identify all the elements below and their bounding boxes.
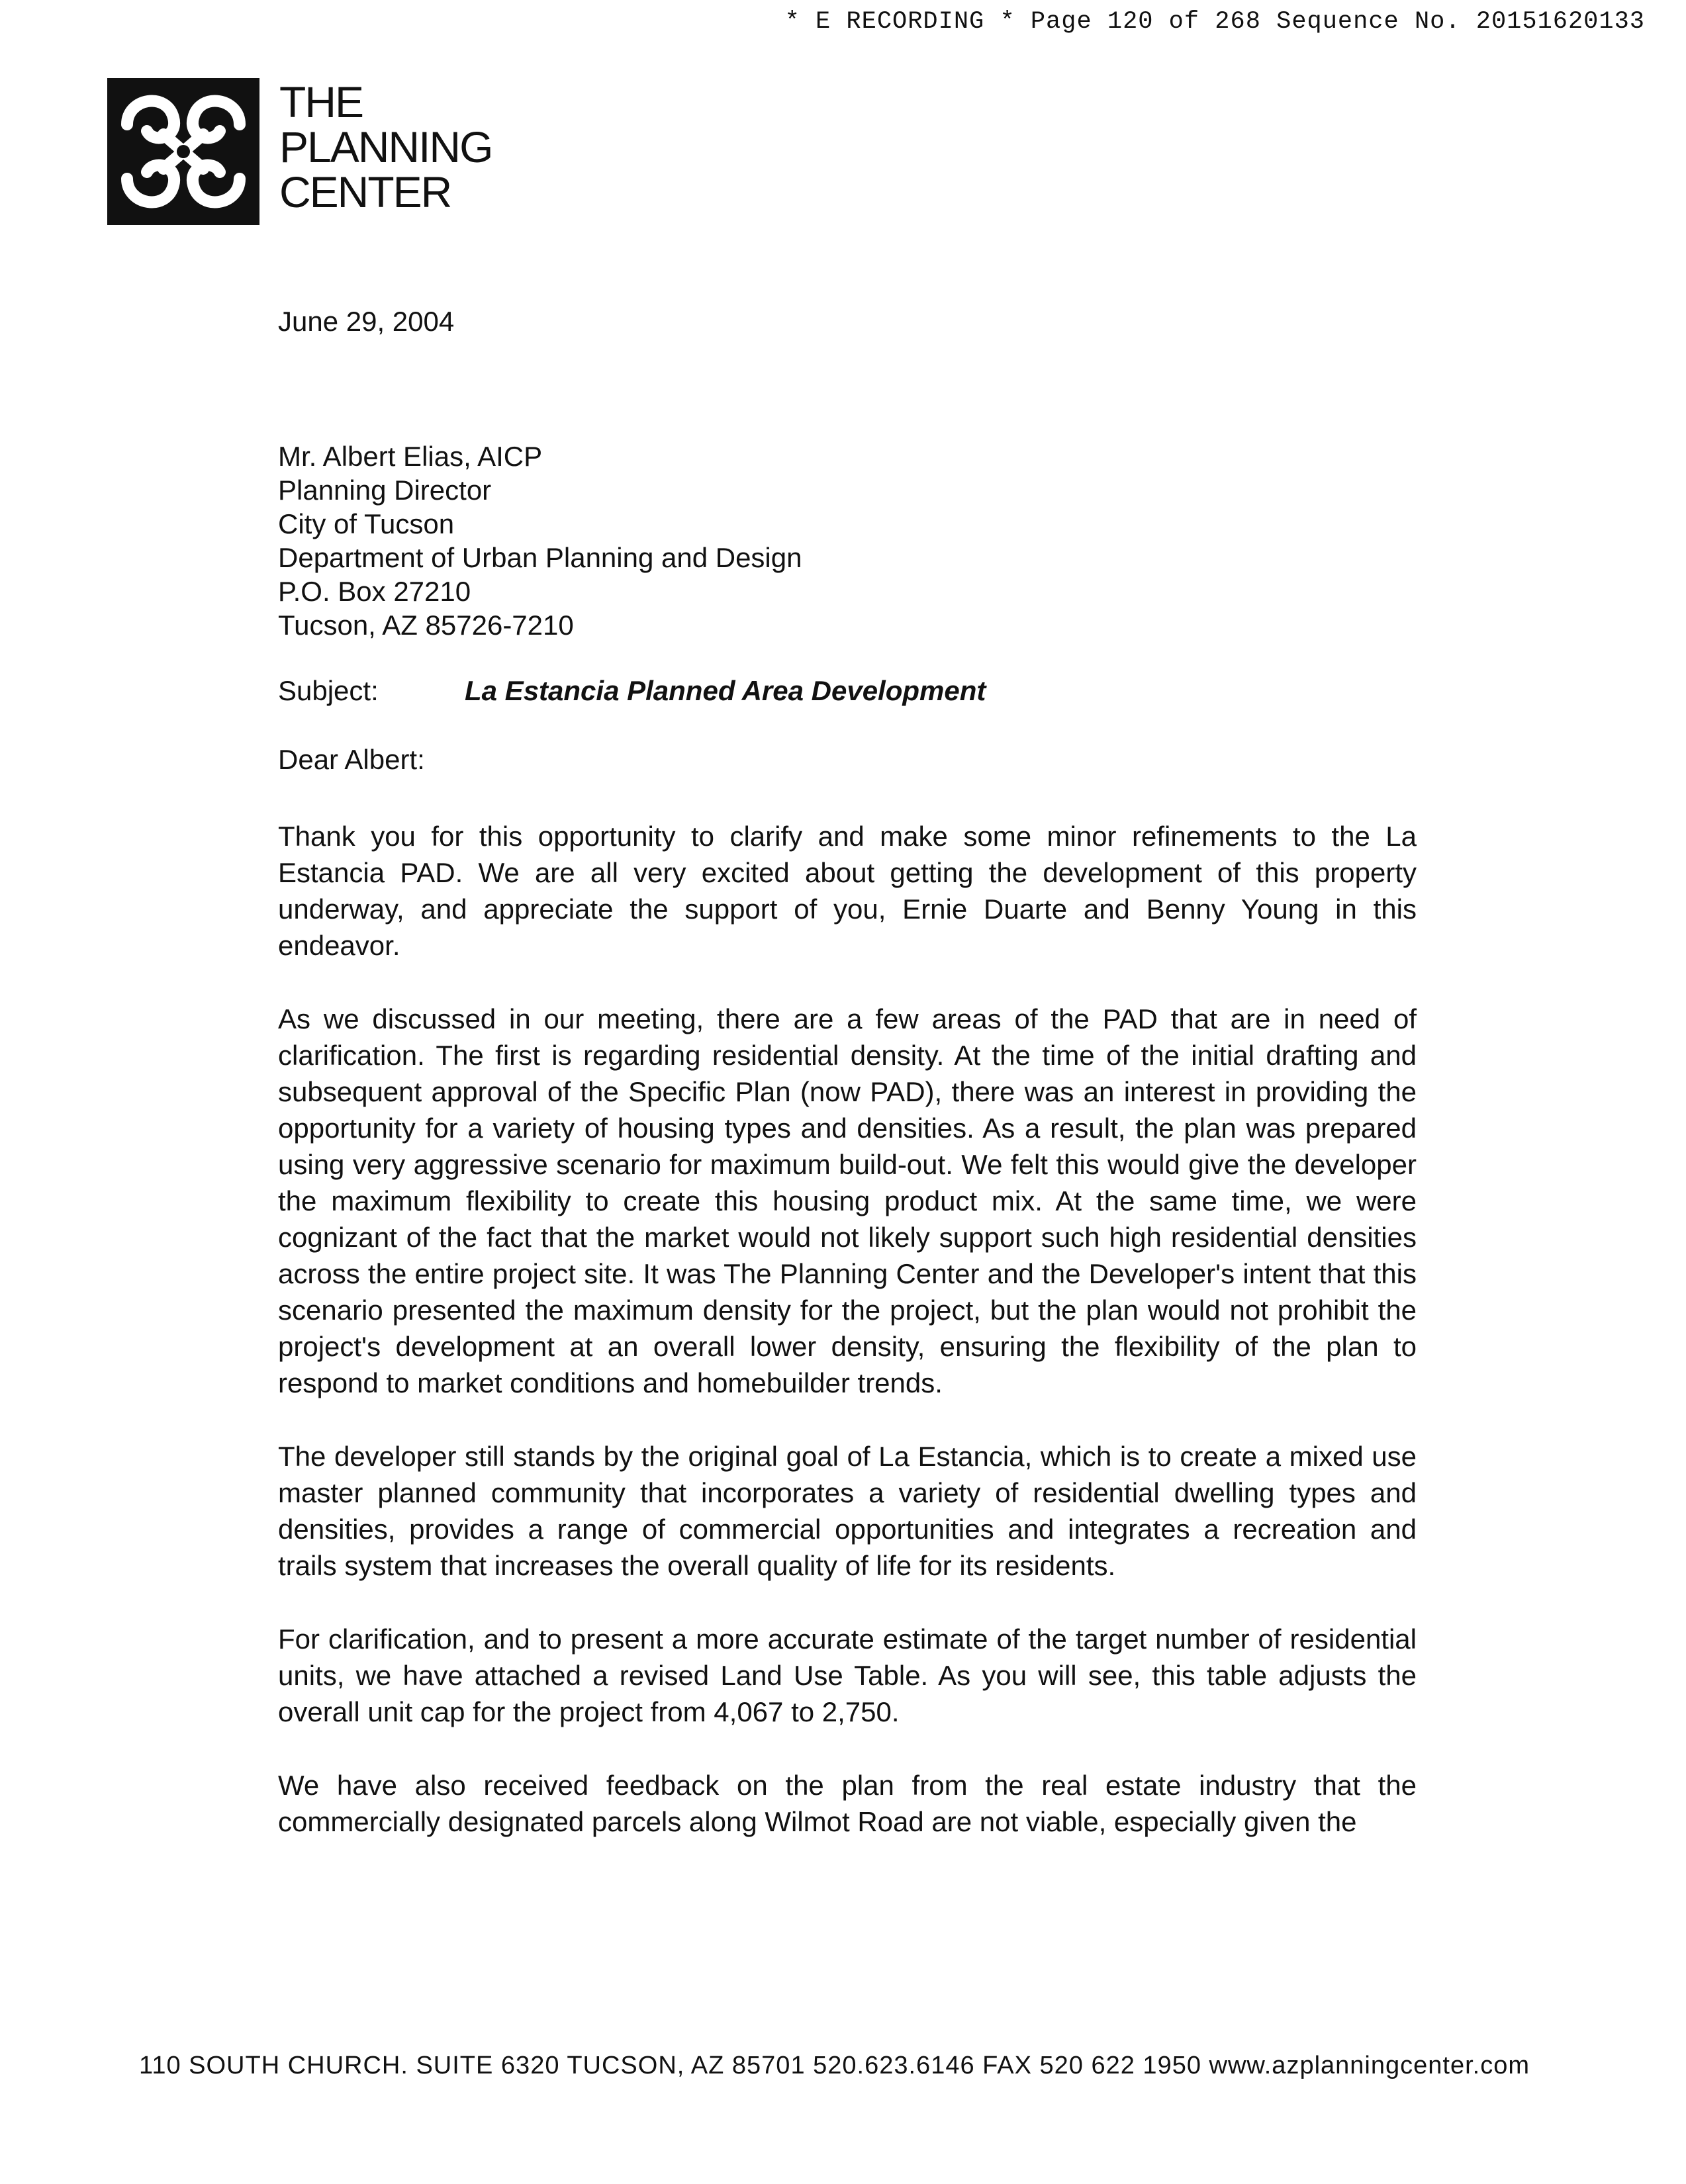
recipient-line: Tucson, AZ 85726-7210 [278,610,574,641]
subject-label: Subject: [278,675,379,706]
recording-header: * E RECORDING * Page 120 of 268 Sequence No. 20151620133 [784,8,1645,36]
recipient-line: Department of Urban Planning and Design [278,542,802,573]
logo-line-3: CENTER [279,167,451,216]
logo-line-2: PLANNING [279,122,492,171]
body-paragraph: As we discussed in our meeting, there are a few areas of the PAD that are in need of clarification. The first is regarding residential density. At the time of the initial drafting and subsequent approval of the Specific Plan (now PAD), there was an interest in providing the opportunity for a variety of housing types and densities. As a result, the plan was prepared using very aggressive scenario for maximum build-out. We felt this would give the developer the maximum flexibility to create this housing product mix. At the same time, we were cognizant of the fact that the market would not likely support such high residential densities across the entire project site. It was The Planning Center and the Developer's intent that this scenario presented the maximum density for the project, but the plan would not prohibit the project's development at an overall lower density, ensuring the flexibility of the plan to respond to market conditions and homebuilder trends. [278,1003,1417,1398]
recipient-line: P.O. Box 27210 [278,576,471,607]
recipient-address [278,439,802,642]
letter-body [278,818,1417,1877]
recipient-line: Planning Director [278,475,492,506]
logo-line-1: THE [279,77,363,126]
letter-date: June 29, 2004 [278,306,455,337]
body-paragraph: For clarification, and to present a more accurate estimate of the target number of residential units, we have attached a revised Land Use Table. As you will see, this table adjusts the overall unit cap for the project from 4,067 to 2,750. [278,1623,1417,1727]
subject-value: La Estancia Planned Area Development [465,675,986,706]
the-planning-center-logo-icon [107,78,259,225]
logo-wordmark [279,79,492,214]
recipient-line: Mr. Albert Elias, AICP [278,441,543,472]
footer-address: 110 SOUTH CHURCH. SUITE 6320 TUCSON, AZ 85701 520.623.6146 FAX 520 622 1950 www.azplanningcenter.com [139,2052,1530,2079]
subject-line [278,675,1403,707]
body-paragraph: We have also received feedback on the plan from the real estate industry that the commercially designated parcels along Wilmot Road are not viable, especially given the [278,1770,1417,1837]
recipient-line: City of Tucson [278,508,455,539]
body-paragraph: The developer still stands by the original goal of La Estancia, which is to create a mixed use master planned community that incorporates a variety of residential dwelling types and densities, provides a range of commercial opportunities and integrates a recreation and trails system that increases the overall quality of life for its residents. [278,1441,1417,1581]
salutation: Dear Albert: [278,744,425,775]
body-paragraph: Thank you for this opportunity to clarify and make some minor refinements to the La Estancia PAD. We are all very excited about getting the development of this property underway, and appreciate the support of you, Ernie Duarte and Benny Young in this endeavor. [278,821,1417,961]
